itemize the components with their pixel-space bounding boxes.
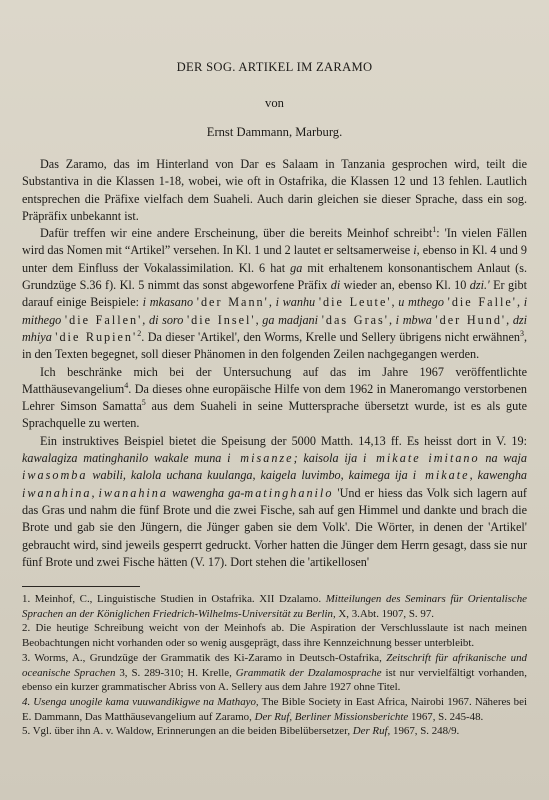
verse-spaced: i mikate imitano bbox=[362, 451, 480, 466]
example-word: i mithego bbox=[22, 295, 528, 327]
paragraph-3 bbox=[22, 364, 527, 433]
verse-spaced: i misanze bbox=[227, 451, 294, 466]
footnote-ref-2: 2 bbox=[137, 328, 142, 338]
text-run: 1967, S. 248/9. bbox=[390, 725, 460, 738]
italic-run: 4. Usenga unogile kama vuuwandikigwe na Mathayo, bbox=[22, 695, 259, 708]
italic-run: Zeitschrift für afrikanische und oceanische Sprachen bbox=[22, 651, 527, 679]
text-run: 5. Vgl. über ihn A. v. Waldow, Erinnerungen an die beiden Bibelübersetzer, bbox=[22, 725, 353, 738]
footnote-1 bbox=[22, 592, 527, 621]
example-word: ga madjani bbox=[262, 312, 319, 327]
text-run: 3. Worms, A., Grundzüge der Grammatik des Ki-Zaramo in Deutsch-Ostafrika, bbox=[22, 651, 387, 664]
footnote-ref-4: 4 bbox=[124, 380, 129, 390]
example-word: u mthego bbox=[398, 295, 444, 310]
italic-run: di bbox=[330, 278, 341, 293]
verse-text: , kawengha bbox=[469, 468, 528, 483]
text-run: Ein instruktives Beispiel bietet die Speisung der 5000 Matth. 14,13 ff. Es heisst dort in V. 19: bbox=[40, 433, 527, 448]
footnote-3 bbox=[22, 651, 527, 695]
author-name: Ernst Dammann, Marburg. bbox=[206, 125, 343, 139]
example-gloss: 'der Mann' bbox=[196, 295, 269, 310]
example-gloss: 'der Hund' bbox=[435, 312, 507, 327]
verse-text: ; kaisola ija bbox=[293, 451, 358, 466]
verse-text: na waja bbox=[479, 451, 528, 466]
verse-text: , bbox=[91, 485, 95, 500]
footnote-ref-5: 5 bbox=[141, 398, 146, 408]
footnote-4 bbox=[22, 695, 527, 724]
text-run: 'Und er hiess das Volk sich lagern auf das Gras und nahm die fünf Brote und die zwei Fische, sah auf gen Himmel und dankte und brach die Brote und gab sie den Jüngern, die Jünger gaben sie dem Volk'. Die Wörter, in denen der 'Artikel' gebraucht wird, sind jeweils gesperrt gedruckt. Vorher hatten die Jünger dem Herrn gesagt, dass sie nur fünf Brote und zwei Fische hätten (V. 17). Dort stehen die 'artikellosen' bbox=[22, 485, 527, 569]
verse-text: wawengha ga- bbox=[168, 485, 245, 500]
text-run: Dafür treffen wir eine andere Erscheinung, über die bereits Meinhof schreibt bbox=[40, 226, 433, 241]
example-gloss: 'das Gras' bbox=[321, 312, 389, 327]
verse-spaced: iwanahina bbox=[98, 485, 168, 500]
verse-spaced: matinghanilo bbox=[244, 485, 334, 500]
text-run: 3, S. 289-310; H. Krelle, bbox=[115, 666, 236, 679]
italic-run: ga bbox=[290, 260, 303, 275]
example-gloss: 'die Insel' bbox=[186, 312, 256, 327]
verse-spaced: iwasomba bbox=[22, 468, 88, 483]
footnote-ref-1: 1 bbox=[432, 225, 437, 235]
footnote-divider bbox=[22, 586, 140, 587]
text-run: aus dem Suaheli in seine Muttersprache übersetzt wurde, ist es als gute Sprachquelle zu werten. bbox=[22, 399, 527, 431]
example-gloss: 'die Rupien' bbox=[55, 329, 138, 344]
footnote-ref-3: 3 bbox=[519, 328, 524, 338]
text-run: ist nur vervielfältigt vorhanden, ebenso ein kurzer grammatischer Abriss von A. Sellery aus dem Jahre 1927 ohne Titel. bbox=[22, 666, 527, 694]
footnotes bbox=[22, 592, 527, 739]
italic-run: i, bbox=[413, 243, 420, 258]
italic-run: Der Ruf, bbox=[352, 725, 391, 738]
text-run: mit erhaltenem konsonantischem Anlaut (s. Grundzüge S.36 f). Kl. 5 nimmt das sonst abgeworfene Präfix bbox=[22, 260, 527, 293]
text-run: . Da dieser 'Artikel', den Worms, Krelle und Sellery übrigens nicht erwähnen bbox=[141, 329, 520, 344]
text-run: wieder an, ebenso Kl. 10 bbox=[340, 278, 470, 293]
verse-text: wabili, kalola uchana kuulanga, kaigela luvimbo, kaimega ija bbox=[87, 468, 408, 483]
text-run: 1. Meinhof, C., Linguistische Studien in Ostafrika. XII Dzalamo. bbox=[22, 593, 326, 605]
byline-von: von bbox=[265, 96, 284, 110]
example-word: di soro bbox=[148, 312, 184, 327]
example-gloss: 'die Falle' bbox=[447, 295, 517, 310]
paragraph-4 bbox=[22, 433, 527, 571]
text-run: : 'In vielen Fällen wird das Nomen mit “Artikel” versehen. In Kl. 1 und 2 lautet er seltsamerweise bbox=[22, 226, 527, 258]
paragraph-2: Dafür treffen wir eine andere Erscheinung, über die bereits Meinhof schreibt$^1$: 'In vielen Fällen wird das Nomen mit “Artikel” versehen. In Kl. 1 und 2 lautet er seltsamerweise i, ebenso in Kl. 4 und 9 unter dem Einfluss der Vokalassimilation. Kl. 6 hat ga mit erhaltenem konsonantischem Anlaut (s. Grundzüge S.36 f). Kl. 5 nimmt das sonst abgeworfene Präfix di wieder an, ebenso Kl. 10 dzi.' Er gibt darauf einige Beispiele: i mkasano 'der Mann', i wanhu 'die Leute', u mthego 'die Falle', i mithego 'die Fallen', di soro 'die Insel', ga madjani 'das Gras', i mbwa 'der Hund', dzi mhiya 'die $Rupien'^2$. Da dieser 'Artikel', den Worms, Krelle und Sellery übrigens nicht erwähnen$^3$, in den Texten begegnet, soll dieser Phänomen in den folgenden Zeilen nachgegangen werden. bbox=[22, 225, 528, 362]
paragraph-1: Das Zaramo, das im Hinterland von Dar es Salaam in Tanzania gesprochen wird, teilt die Substantiva in die Klassen 1-18, wobei, wie oft in Ostafrika, die Klassen 12 und 13 fehlen. Lautlich entsprechen die Präfixe vielfach dem Suaheli. Auch darin gleichen sie dieser Sprache, dass ein sog. Präpräfix unbekannt ist. bbox=[22, 157, 527, 223]
italic-run: Grammatik der Dzalamosprache bbox=[235, 666, 382, 679]
example-gloss: 'die Fallen' bbox=[64, 312, 143, 327]
example-word: dzi mhiya bbox=[22, 312, 528, 344]
verse-spaced: i mikate bbox=[412, 468, 470, 483]
footnote-2: 2. Die heutige Schreibung weicht von der Meinhofs ab. Die Aspiration der Verschlusslaute ist nach meinen Beobachtungen nicht vorhanden oder so wenig ausgeprägt, dass ihre Kennzeichnung besser unterbleibt. bbox=[22, 622, 527, 650]
italic-run: dzi.' bbox=[469, 278, 490, 293]
example-word: i wanhu bbox=[275, 295, 316, 310]
example-word: i mkasano bbox=[142, 295, 194, 310]
verse-text: kawalagiza matinghanilo wakale muna bbox=[22, 451, 222, 466]
italic-run: Der Ruf, Berliner Missionsberichte bbox=[254, 710, 409, 723]
text-run: The Bible Society in East Africa, Nairobi 1967. Näheres bei E. Dammann, Das Matthäusevangelium auf Zaramo, bbox=[22, 695, 527, 723]
italic-run: Mitteilungen des Seminars für Orientalische Sprachen an der Königlichen Friedrich-Wilhelms-Universität zu Berlin, bbox=[22, 593, 527, 620]
footnote-5 bbox=[22, 724, 527, 739]
text-run: . Da dieses ohne europäische Hilfe von dem 1962 in Maneromango verstorbenen Lehrer Simson Samatta bbox=[22, 381, 527, 414]
article-title: DER SOG. ARTIKEL IM ZARAMO bbox=[176, 60, 373, 74]
text-run: ebenso in Kl. 4 und 9 unter dem Einfluss der Vokalassimilation. Kl. 6 hat bbox=[22, 243, 527, 275]
text-run: X, 3.Abt. 1907, S. 97. bbox=[335, 607, 434, 620]
example-word: i mbwa bbox=[395, 312, 432, 327]
text-run: , in den Texten begegnet, soll dieser Phänomen in den folgenden Zeilen nachgegangen werden. bbox=[22, 329, 527, 362]
article-body bbox=[22, 156, 527, 571]
text-run: 1967, S. 245-48. bbox=[408, 710, 484, 723]
verse-spaced: iwanahina bbox=[22, 485, 92, 500]
example-gloss: 'die Leute' bbox=[318, 295, 392, 310]
text-run: Er gibt darauf einige Beispiele: bbox=[22, 278, 527, 310]
text-run: Ich beschränke mich bei der Untersuchung auf das im Jahre 1967 veröffentlichte Matthäusevangelium bbox=[22, 364, 527, 396]
